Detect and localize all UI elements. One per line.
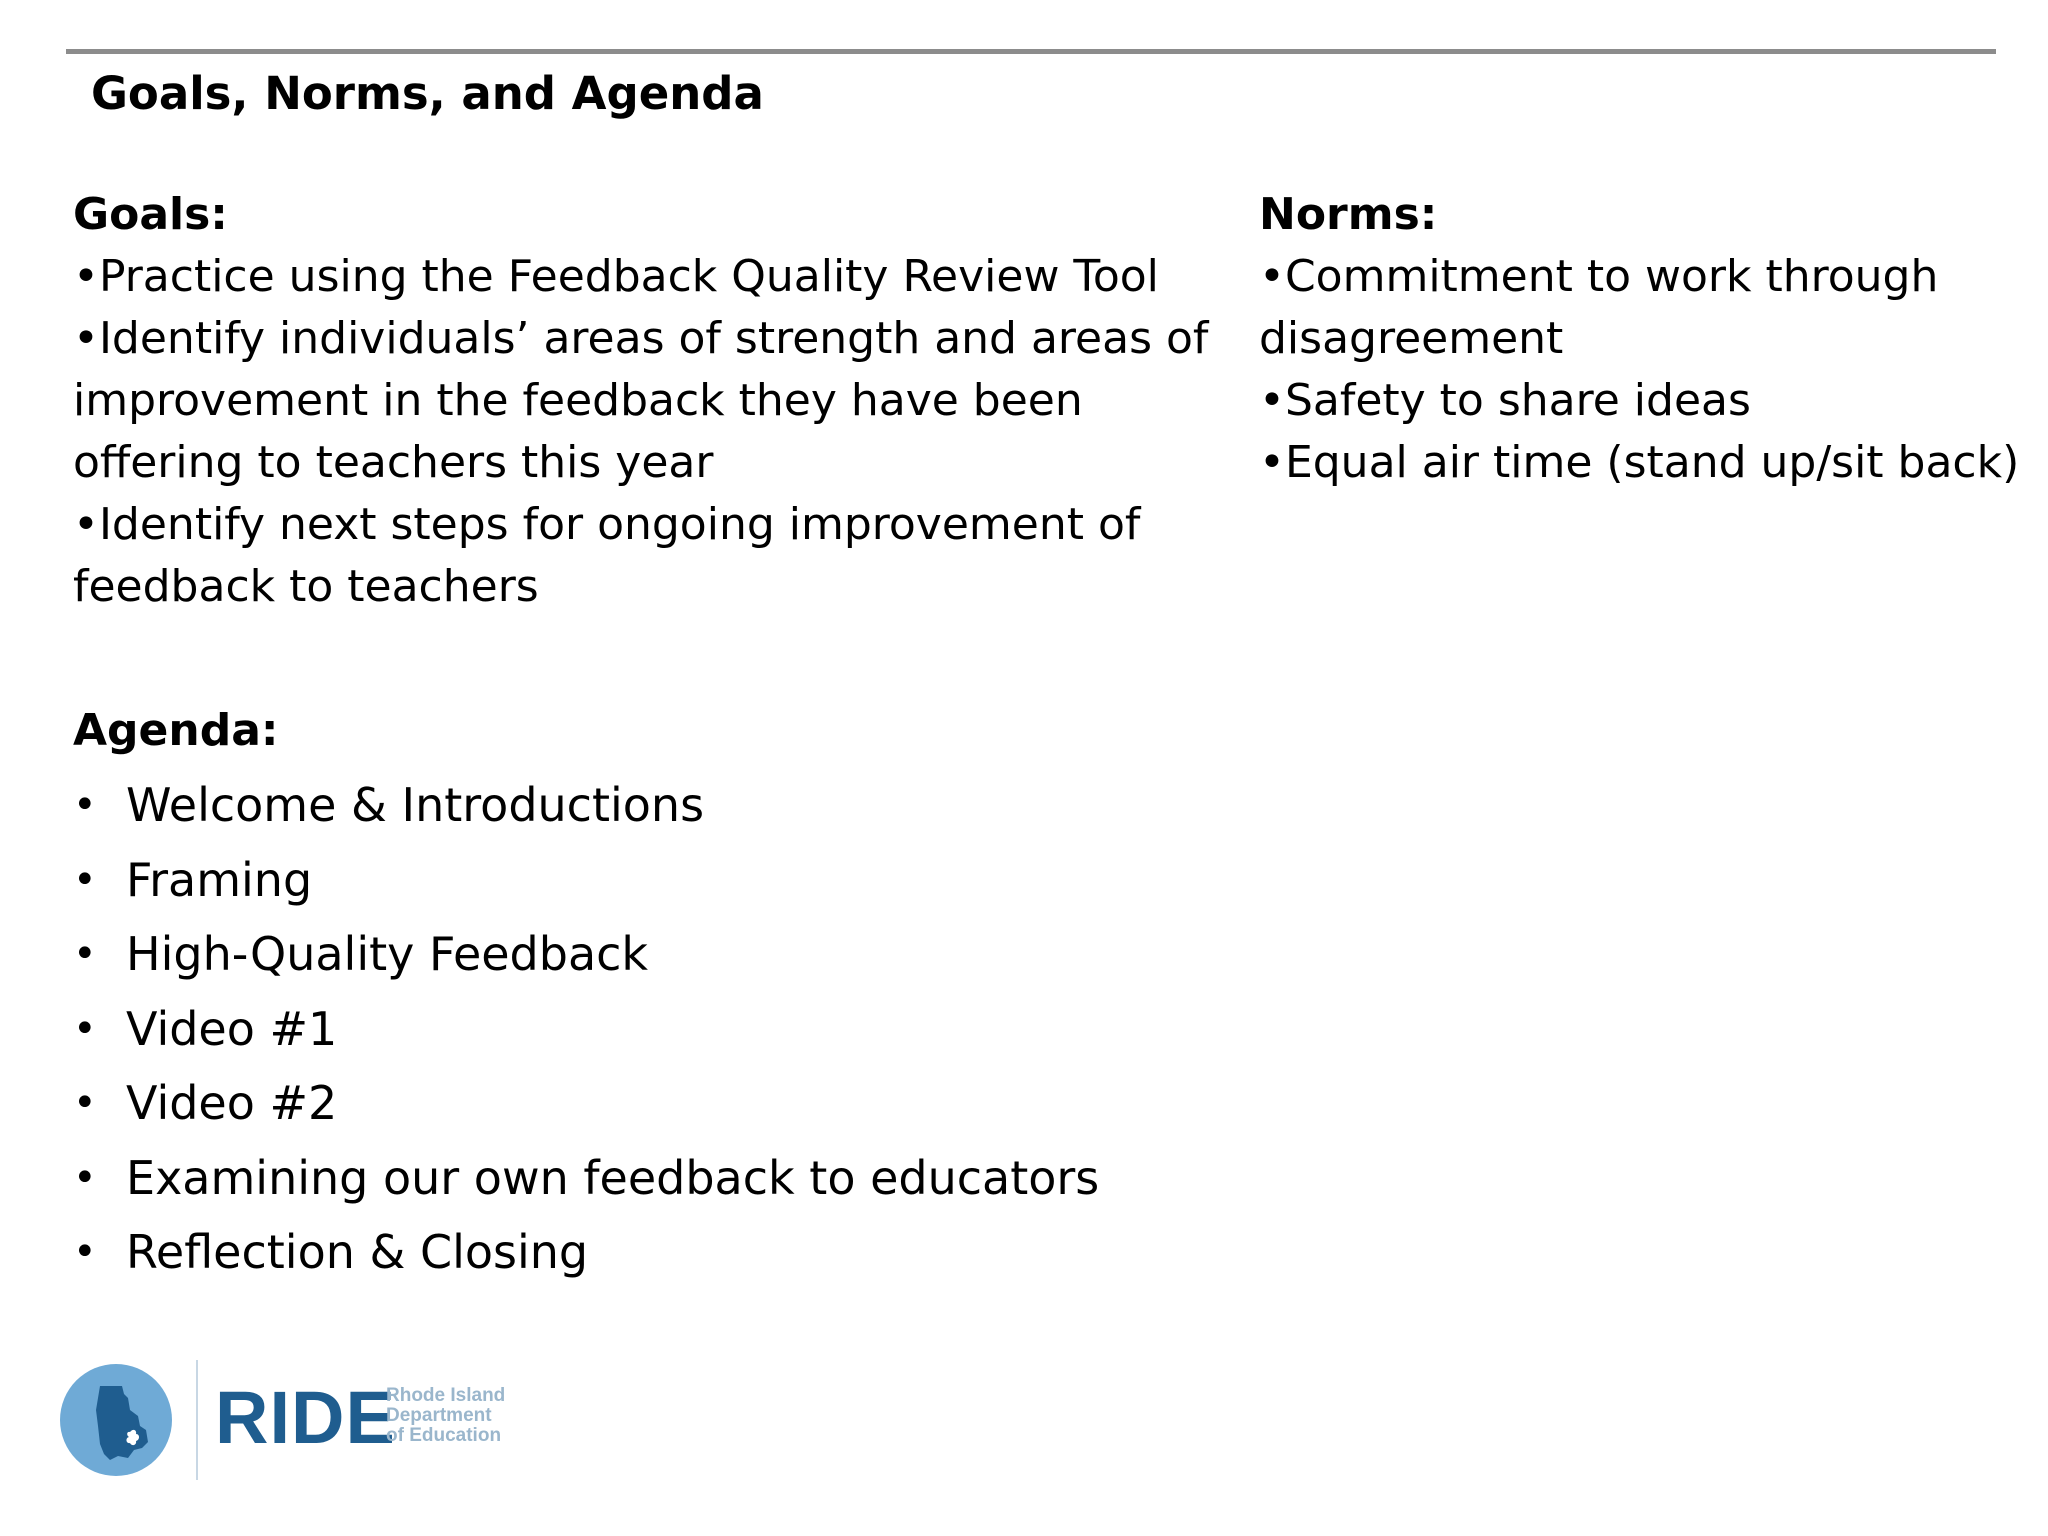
agenda-item-label: Video #2 — [126, 1076, 338, 1130]
agenda-item-label: Reflection & Closing — [126, 1225, 589, 1279]
bullet-icon: • — [73, 856, 97, 903]
norms-section — [1259, 184, 2029, 494]
norms-item: •Equal air time (stand up/sit back) — [1259, 437, 2020, 488]
agenda-item-label: Video #1 — [126, 1001, 338, 1056]
agenda-item — [73, 998, 1213, 1073]
norms-heading: Norms: — [1259, 189, 1438, 240]
goals-item: •Identify individuals’ areas of strength and areas of improvement in the feedback they have been offering to teachers this year — [73, 313, 1209, 488]
bullet-icon: • — [73, 1229, 97, 1275]
norms-item: •Safety to share ideas — [1259, 375, 1751, 426]
bullet-icon: • — [73, 1080, 97, 1126]
logo-subtitle — [386, 1386, 505, 1446]
logo-subtitle-line: Department — [386, 1405, 492, 1426]
logo-subtitle-line: of Education — [386, 1425, 502, 1446]
logo-subtitle-line: Rhode Island — [386, 1385, 506, 1406]
header-rule — [66, 49, 1996, 54]
agenda-section — [73, 700, 1213, 1296]
rhode-island-state-icon — [60, 1364, 172, 1476]
agenda-item — [73, 1147, 1213, 1222]
goals-heading: Goals: — [73, 189, 228, 240]
agenda-item-label: High-Quality Feedback — [126, 927, 649, 981]
agenda-item — [73, 1221, 1213, 1296]
logo-circle — [60, 1364, 172, 1476]
agenda-item-label: Examining our own feedback to educators — [126, 1150, 1100, 1205]
goals-list — [73, 246, 1213, 618]
logo-wordmark: RIDE — [215, 1376, 396, 1459]
agenda-list — [73, 774, 1213, 1296]
bullet-icon: • — [73, 1005, 97, 1052]
agenda-item-label: Framing — [126, 852, 313, 907]
bullet-icon: • — [73, 1154, 97, 1201]
agenda-item — [73, 1072, 1213, 1147]
agenda-item — [73, 774, 1213, 849]
norms-item: •Commitment to work through disagreement — [1259, 251, 1939, 364]
norms-list — [1259, 246, 2029, 494]
agenda-item-label: Welcome & Introductions — [126, 778, 705, 832]
agenda-item — [73, 923, 1213, 998]
bullet-icon: • — [73, 782, 97, 828]
logo-divider — [196, 1360, 198, 1480]
bullet-icon: • — [73, 931, 97, 977]
ride-logo — [60, 1360, 530, 1480]
agenda-heading: Agenda: — [73, 705, 279, 756]
agenda-item — [73, 849, 1213, 924]
goals-item: •Identify next steps for ongoing improvement of feedback to teachers — [73, 499, 1141, 612]
slide-title: Goals, Norms, and Agenda — [91, 67, 764, 120]
goals-item: •Practice using the Feedback Quality Review Tool — [73, 251, 1159, 302]
goals-section — [73, 184, 1213, 618]
